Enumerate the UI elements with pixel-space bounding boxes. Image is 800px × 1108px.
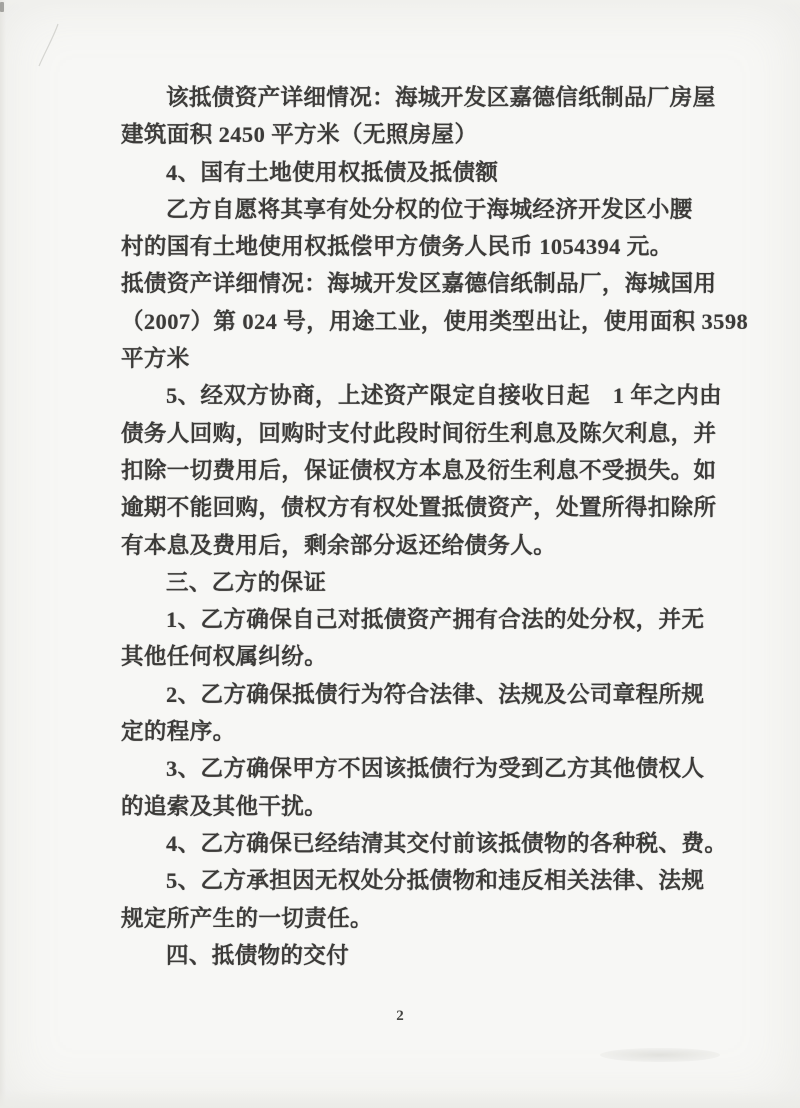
- contract-line: 定的程序。: [121, 719, 236, 745]
- contract-line: 三、乙方的保证: [166, 569, 327, 595]
- contract-line: 平方米: [121, 346, 190, 372]
- contract-line: 乙方自愿将其享有处分权的位于海城经济开发区小腰: [166, 196, 693, 222]
- contract-line: 4、国有土地使用权抵债及抵债额: [166, 159, 499, 185]
- contract-line: 其他任何权属纠纷。: [121, 644, 328, 670]
- scan-edge-bottom: [0, 1090, 800, 1108]
- page-number: 2: [396, 1008, 404, 1024]
- contract-line: （2007）第 024 号，用途工业，使用类型出让，使用面积 3598: [121, 308, 749, 334]
- contract-line: 1、乙方确保自己对抵债资产拥有合法的处分权，并无: [166, 607, 705, 633]
- contract-line: 该抵债资产详细情况：海城开发区嘉德信纸制品厂房屋: [166, 85, 716, 110]
- contract-line: 村的国有土地使用权抵偿甲方债务人民币 1054394 元。: [121, 234, 673, 260]
- contract-line: 的追索及其他干扰。: [121, 793, 328, 819]
- contract-line: 2、乙方确保抵债行为符合法律、法规及公司章程所规: [166, 681, 705, 707]
- contract-line: 规定所产生的一切责任。: [121, 905, 373, 931]
- contract-body: [121, 79, 749, 974]
- contract-line: 3、乙方确保甲方不因该抵债行为受到乙方其他债权人: [166, 756, 705, 782]
- scan-edge-top: [0, 0, 800, 8]
- scan-artifact-speck: [0, 2, 4, 12]
- scan-edge-left: [0, 0, 6, 1108]
- contract-line: 建筑面积 2450 平方米（无照房屋）: [121, 122, 478, 148]
- scan-smudge: [600, 1048, 720, 1062]
- contract-line: 逾期不能回购，债权方有权处置抵债资产，处置所得扣除所: [121, 495, 717, 521]
- contract-line: 四、抵债物的交付: [166, 942, 350, 968]
- contract-line: 扣除一切费用后，保证债权方本息及衍生利息不受损失。如: [121, 457, 717, 483]
- contract-line: 4、乙方确保已经结清其交付前该抵债物的各种税、费。: [166, 830, 728, 856]
- contract-line: 5、经双方协商，上述资产限定自接收日起 1 年之内由: [166, 383, 723, 409]
- pencil-scratch-mark: [36, 22, 62, 70]
- contract-line: 5、乙方承担因无权处分抵债物和违反相关法律、法规: [166, 868, 705, 894]
- contract-line: 债务人回购，回购时支付此段时间衍生利息及陈欠利息，并: [121, 420, 717, 446]
- contract-line: 抵债资产详细情况：海城开发区嘉德信纸制品厂，海城国用: [121, 271, 717, 297]
- contract-line: 有本息及费用后，剩余部分返还给债务人。: [121, 532, 557, 558]
